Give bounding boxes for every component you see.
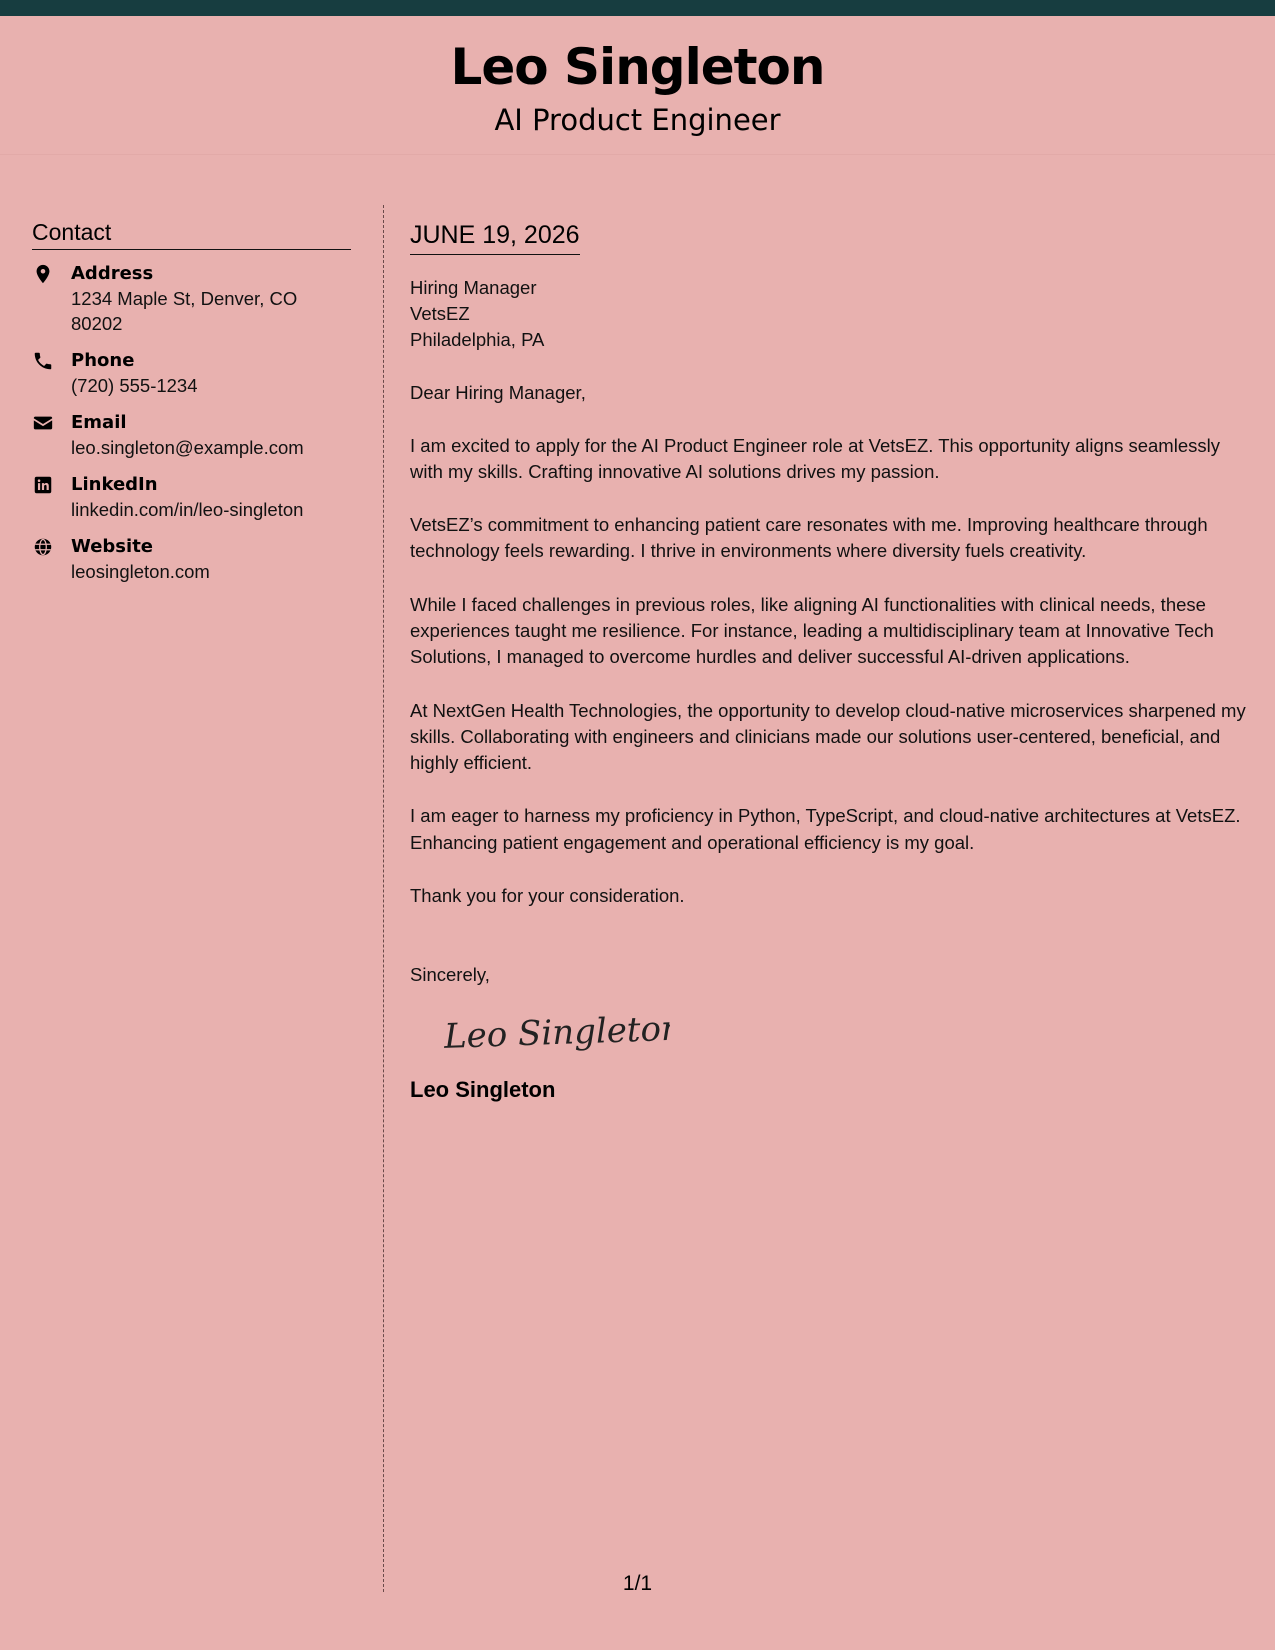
recipient-line: Philadelphia, PA — [410, 328, 545, 350]
contact-item-email — [32, 411, 351, 460]
recipient-line: VetsEZ — [410, 302, 470, 324]
letter-paragraph: VetsEZ’s commitment to enhancing patient care resonates with me. Improving healthcare through technology feels rewarding. I thrive in environments where diversity fuels creativity. — [410, 514, 1208, 562]
recipient-block — [410, 275, 1250, 353]
contact-heading: Contact — [32, 220, 351, 250]
letter-body — [410, 222, 1250, 1103]
contact-value: leo.singleton@example.com — [71, 437, 304, 459]
letter-paragraph: I am excited to apply for the AI Product Engineer role at VetsEZ. This opportunity aligns seamlessly with my skills. Crafting innovative AI solutions drives my passion. — [410, 434, 1220, 482]
contact-value: 1234 Maple St, Denver, CO 80202 — [71, 288, 298, 335]
signature-text: Leo Singleton — [443, 1008, 670, 1058]
contact-item-website — [32, 535, 351, 584]
phone-icon — [32, 350, 54, 372]
contact-label: Email — [71, 412, 127, 434]
letter-date: JUNE 19, 2026 — [410, 222, 580, 255]
contact-label: LinkedIn — [71, 474, 158, 496]
salutation: Dear Hiring Manager, — [410, 381, 586, 403]
letter-paragraph: While I faced challenges in previous roles, like aligning AI functionalities with clinical needs, these experiences taught me resilience. For instance, leading a multidisciplinary team at Innovative Tech Solutions, I managed to overcome hurdles and deliver successful AI-driven applications. — [410, 593, 1214, 668]
contact-item-address — [32, 262, 351, 336]
contact-item-phone — [32, 349, 351, 398]
envelope-icon — [32, 412, 54, 434]
column-divider — [383, 205, 384, 1592]
contact-sidebar — [32, 220, 351, 597]
map-pin-icon — [32, 263, 54, 285]
page-header — [0, 16, 1275, 155]
letter-paragraph: At NextGen Health Technologies, the opportunity to develop cloud-native microservices sharpened my skills. Collaborating with engineers and clinicians made our solutions user-centered, beneficial, and highly efficient. — [410, 699, 1246, 774]
linkedin-icon — [32, 474, 54, 496]
contact-value: linkedin.com/in/leo-singleton — [71, 499, 304, 521]
recipient-line: Hiring Manager — [410, 276, 537, 298]
contact-item-linkedin — [32, 473, 351, 522]
letter-paragraph: Thank you for your consideration. — [410, 885, 685, 907]
contact-label: Website — [71, 536, 154, 558]
contact-label: Address — [71, 263, 154, 285]
contact-list — [32, 262, 351, 584]
contact-value: leosingleton.com — [71, 561, 210, 583]
globe-icon — [32, 536, 54, 558]
applicant-name: Leo Singleton — [450, 38, 825, 96]
contact-value: (720) 555-1234 — [71, 375, 198, 397]
contact-label: Phone — [71, 350, 135, 372]
signer-name: Leo Singleton — [410, 1077, 556, 1103]
page-number: 1/1 — [622, 1572, 653, 1595]
letter-paragraph: I am eager to harness my proficiency in Python, TypeScript, and cloud-native architectures at VetsEZ. Enhancing patient engagement and operational efficiency is my goal. — [410, 805, 1241, 853]
closing: Sincerely, — [410, 964, 490, 986]
applicant-title: AI Product Engineer — [494, 103, 781, 137]
signature-image — [440, 1002, 670, 1062]
top-accent-bar — [0, 0, 1275, 16]
